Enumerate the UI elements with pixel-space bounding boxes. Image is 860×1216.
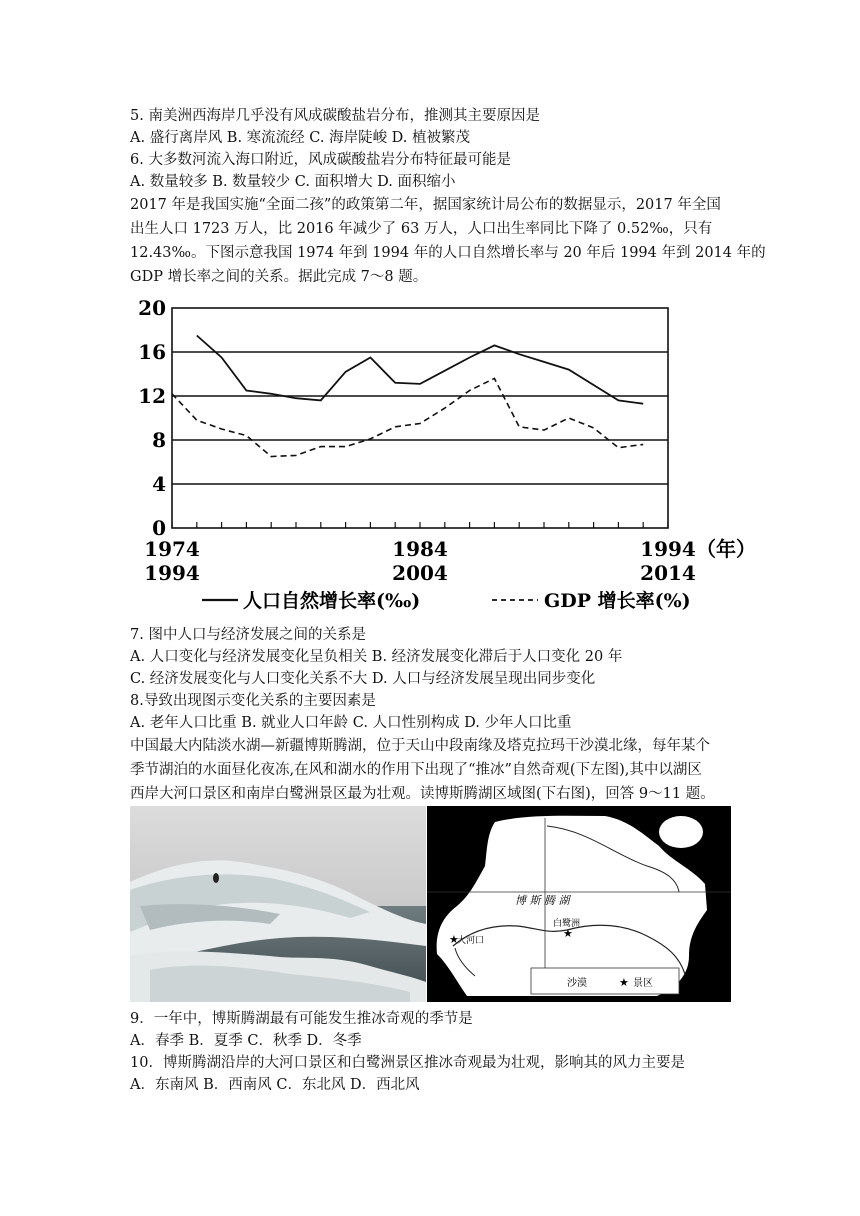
chart-legend	[202, 589, 691, 612]
passage1-line3: 12.43‰。下图示意我国 1974 年到 1994 年的人口自然增长率与 20 年后 1994 年到 2014 年的	[130, 245, 766, 261]
passage1-line1: 2017 年是我国实施“全面二孩”的政策第二年，据国家统计局公布的数据显示，2017 年全国	[130, 197, 721, 213]
passage2-line3: 西岸大河口景区和南岸白鹭洲景区最为壮观。读博斯腾湖区域图(下右图)，回答 9～11 题。	[130, 786, 715, 802]
bosten-lake-map	[427, 806, 731, 1002]
legend-desert-label: 沙漠	[567, 978, 587, 989]
q7-options-cd: C. 经济发展变化与人口变化关系不大 D. 人口与经济发展呈现出同步变化	[130, 671, 596, 687]
population-gdp-chart	[130, 296, 756, 616]
q5-options: A. 盛行离岸风 B. 寒流流经 C. 海岸陡峻 D. 植被繁茂	[130, 130, 471, 146]
y-tick-label: 4	[152, 472, 166, 496]
q10-stem: 10．博斯腾湖沿岸的大河口景区和白鹭洲景区推冰奇观最为壮观，影响其的风力主要是	[130, 1055, 685, 1071]
bailuzhou-label: 白鹭洲	[553, 919, 581, 929]
y-tick-label: 12	[138, 384, 166, 408]
legend-scenic-label: 景区	[633, 978, 653, 989]
q6-options: A. 数量较多 B. 数量较少 C. 面积增大 D. 面积缩小	[130, 174, 456, 190]
q5-stem: 5. 南美洲西海岸几乎没有风成碳酸盐岩分布，推测其主要原因是	[130, 108, 540, 124]
q6-stem: 6. 大多数河流入海口附近，风成碳酸盐岩分布特征最可能是	[130, 152, 511, 168]
legend-gdp-label: GDP 增长率(%)	[544, 590, 691, 612]
chart-grid	[172, 308, 668, 528]
chart-x-ticks	[172, 522, 668, 528]
q10-options: A．东南风 B．西南风 C．东北风 D．西北风	[130, 1077, 420, 1093]
bailuzhou-star-icon: ★	[563, 927, 573, 940]
q8-stem: 8.导致出现图示变化关系的主要因素是	[130, 693, 376, 709]
y-tick-label: 8	[152, 428, 166, 452]
lake-label: 博 斯 腾 湖	[515, 894, 570, 907]
x-label-bottom: 2004	[392, 561, 448, 585]
x-label-top: 1974	[144, 537, 200, 561]
legend-population-label: 人口自然增长率(‰)	[243, 590, 421, 612]
passage1-line4: GDP 增长率之间的关系。据此完成 7～8 题。	[130, 269, 428, 285]
population-growth-line	[197, 336, 643, 404]
y-tick-label: 16	[138, 340, 166, 364]
dahekou-label: 大河口	[457, 936, 485, 946]
person-silhouette	[213, 873, 219, 883]
x-label-top: 1994	[640, 537, 696, 561]
q8-options: A. 老年人口比重 B. 就业人口年龄 C. 人口性别构成 D. 少年人口比重	[130, 715, 572, 731]
passage2-line2: 季节湖泊的水面昼化夜冻,在风和湖水的作用下出现了“推冰”自然奇观(下左图),其中以湖区	[130, 762, 702, 778]
chart-x-labels	[144, 537, 756, 585]
q7-stem: 7. 图中人口与经济发展之间的关系是	[130, 627, 366, 643]
passage2-line1: 中国最大内陆淡水湖—新疆博斯腾湖，位于天山中段南缘及塔克拉玛干沙漠北缘，每年某个	[130, 738, 710, 754]
q9-options: A．春季 B．夏季 C．秋季 D．冬季	[130, 1033, 362, 1049]
chart-y-ticks	[138, 296, 166, 540]
dahekou-star-icon: ★	[449, 933, 459, 946]
plot-frame	[172, 308, 668, 528]
passage1-line2: 出生人口 1723 万人，比 2016 年减少了 63 万人，人口出生率同比下降了 0.52‰，只有	[130, 221, 713, 237]
y-tick-label: 0	[152, 516, 166, 540]
x-label-bottom: 1994	[144, 561, 200, 585]
gdp-growth-line	[172, 378, 643, 456]
legend-star-icon: ★	[619, 976, 629, 989]
q9-stem: 9．一年中，博斯腾湖最有可能发生推冰奇观的季节是	[130, 1011, 473, 1027]
map-legend-box	[531, 968, 679, 994]
x-axis-unit: （年）	[696, 537, 756, 561]
x-label-bottom: 2014	[640, 561, 696, 585]
x-label-top: 1984	[392, 537, 448, 561]
y-tick-label: 20	[138, 296, 166, 320]
ice-push-photo	[130, 806, 426, 1002]
q7-options-ab: A. 人口变化与经济发展变化呈负相关 B. 经济发展变化滞后于人口变化 20 年	[130, 649, 623, 665]
